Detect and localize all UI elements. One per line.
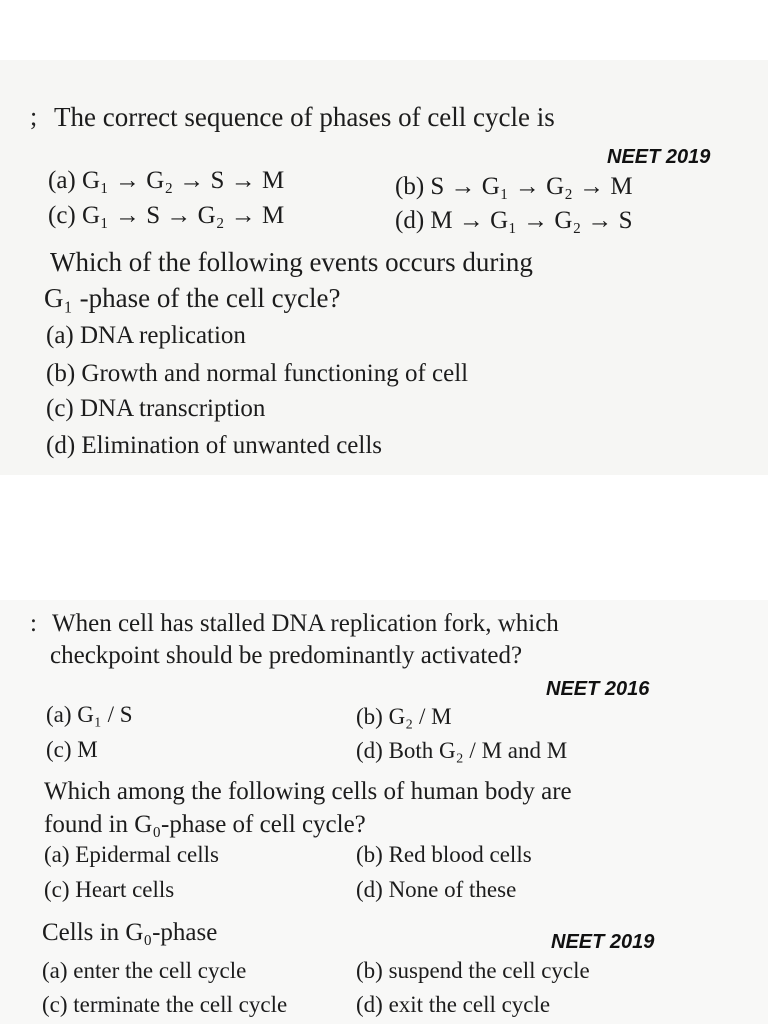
option-b: (b) G₂ / M: [356, 704, 452, 729]
option-d: (d) exit the cell cycle: [356, 992, 551, 1017]
question-text-line-1: When cell has stalled DNA replication fork, which: [52, 610, 559, 637]
option-a: (a) G₁ → G₂ → S → M: [48, 167, 285, 194]
option-b: (b) Growth and normal functioning of cell: [46, 360, 469, 387]
option-c: (c) Heart cells: [44, 877, 175, 902]
question-text-line-2: checkpoint should be predominantly activated?: [50, 642, 523, 669]
option-d: (d) Elimination of unwanted cells: [46, 432, 383, 459]
question-number: ;: [30, 102, 38, 131]
question-text-line-1: Which of the following events occurs during: [50, 247, 533, 277]
option-a: (a) enter the cell cycle: [42, 958, 247, 983]
option-a: (a) Epidermal cells: [44, 842, 219, 867]
question-text-line-2: G₁ -phase of the cell cycle?: [44, 283, 341, 313]
exam-tag: NEET 2016: [546, 678, 650, 700]
question-text-line-2: found in G₀-phase of cell cycle?: [44, 811, 366, 838]
option-c: (c) M: [46, 737, 98, 762]
option-d: (d) M → G₁ → G₂ → S: [395, 207, 633, 234]
exam-tag: NEET 2019: [551, 931, 655, 953]
option-c: (c) G₁ → S → G₂ → M: [48, 202, 285, 229]
option-d: (d) None of these: [356, 877, 517, 902]
option-a: (a) G₁ / S: [46, 702, 133, 727]
option-b: (b) S → G₁ → G₂ → M: [395, 173, 633, 200]
option-c: (c) DNA transcription: [46, 395, 266, 422]
option-d: (d) Both G₂ / M and M: [356, 738, 568, 763]
option-a: (a) DNA replication: [46, 322, 246, 349]
question-text: Cells in G₀-phase: [42, 919, 218, 946]
question-number: :: [30, 610, 37, 637]
option-c: (c) terminate the cell cycle: [42, 992, 288, 1017]
option-b: (b) Red blood cells: [356, 842, 532, 867]
exam-tag: NEET 2019: [607, 146, 711, 168]
question-text: The correct sequence of phases of cell cycle is: [54, 102, 555, 132]
question-text-line-1: Which among the following cells of human body are: [44, 778, 572, 805]
option-b: (b) suspend the cell cycle: [356, 958, 590, 983]
